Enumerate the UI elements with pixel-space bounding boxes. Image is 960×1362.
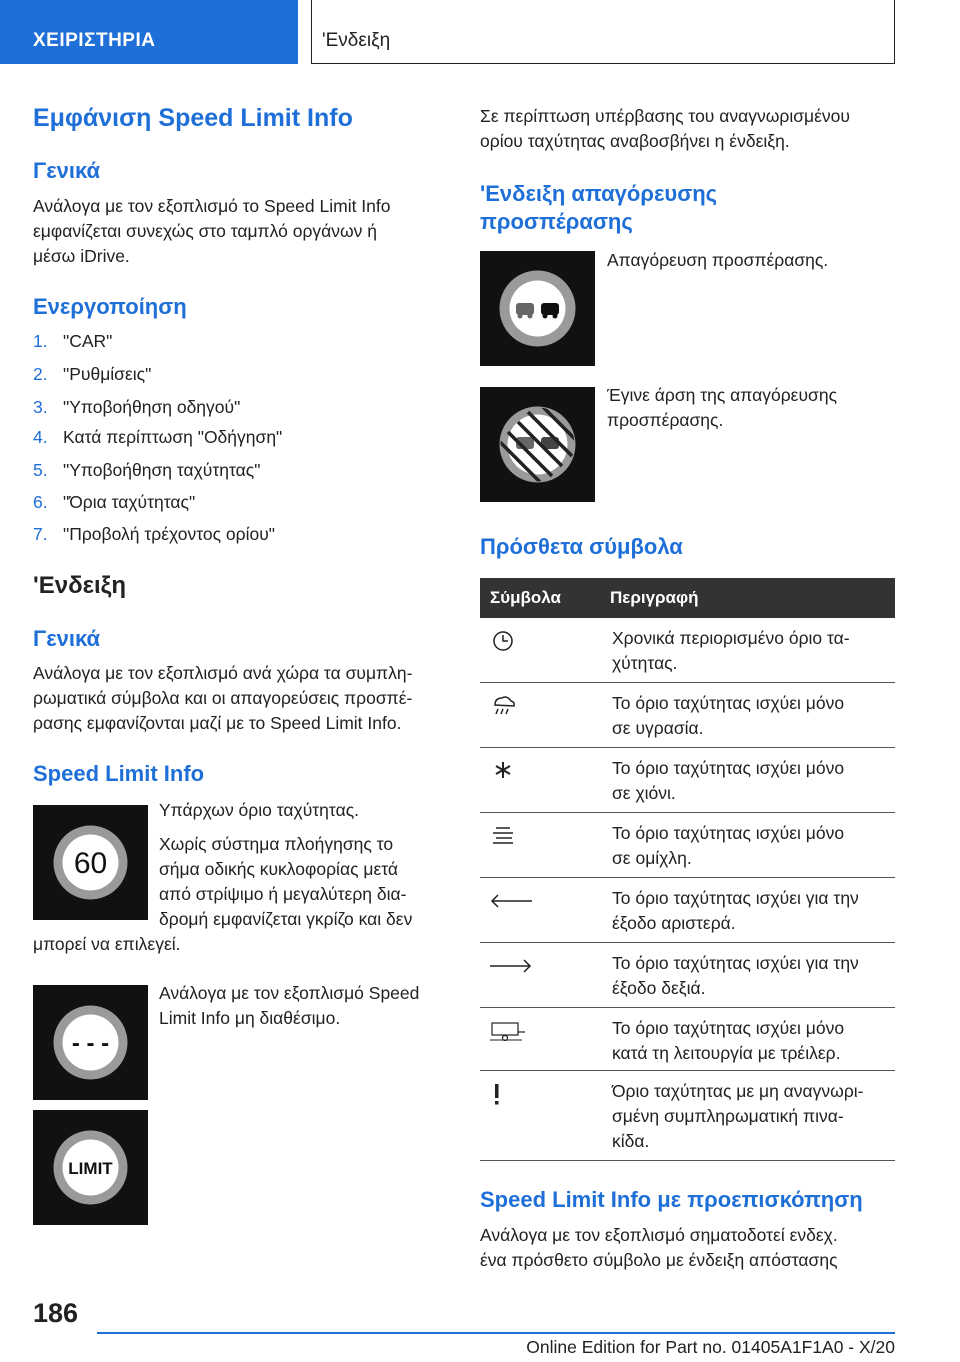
preview-heading: Speed Limit Info με προεπισκόπηση <box>480 1187 863 1212</box>
row-description <box>612 691 892 741</box>
text-line: ρωματικά σύμβολα και οι απαγορεύσεις προσπέ- <box>33 688 413 708</box>
limit-sign-image <box>33 1110 148 1225</box>
column-header-symbols: Σύμβολα <box>490 588 561 607</box>
text-line: Limit Info μη διαθέσιμο. <box>159 1008 341 1028</box>
text-line: Το όριο ταχύτητας ισχύει μόνο <box>612 758 845 778</box>
text-line: Ανάλογα με τον εξοπλισμό σηματοδοτεί ενδεχ. <box>480 1225 838 1245</box>
text-line: Σε περίπτωση υπέρβασης του αναγνωρισμένου <box>480 106 850 126</box>
step-number: 2. <box>33 364 48 384</box>
step-number: 3. <box>33 397 48 417</box>
list-item <box>33 329 112 354</box>
step-number: 4. <box>33 427 48 447</box>
end-no-passing-sign-image <box>480 387 595 502</box>
text-line: ένα πρόσθετο σύμβολο με ένδειξη απόστασης <box>480 1250 838 1270</box>
text-line: Χρονικά περιορισμένο όριο τα- <box>612 628 850 648</box>
table-row <box>480 943 895 1008</box>
step-text: "Όρια ταχύτητας" <box>63 492 196 512</box>
table-row <box>480 683 895 748</box>
text-line: Το όριο ταχύτητας ισχύει μόνο <box>612 823 845 843</box>
text-line: Ανάλογα με τον εξοπλισμό ανά χώρα τα συμπλη- <box>33 663 413 683</box>
row-description <box>612 1079 892 1154</box>
list-item <box>33 425 282 450</box>
text-line: σήμα οδικής κυκλοφορίας μετά <box>159 859 399 879</box>
text-line: χύτητας. <box>612 653 678 673</box>
table-row <box>480 1008 895 1071</box>
text-line: έξοδο δεξιά. <box>612 978 706 998</box>
step-number: 7. <box>33 524 48 544</box>
table-row <box>480 1071 895 1161</box>
general-paragraph-2 <box>33 661 412 736</box>
table-row <box>480 813 895 878</box>
step-number: 1. <box>33 331 48 351</box>
trailer-icon <box>488 1018 528 1044</box>
step-text: "Προβολή τρέχοντος ορίου" <box>63 524 275 544</box>
text-line: Έγινε άρση της απαγόρευσης <box>607 385 838 405</box>
text-line: Ανάλογα με τον εξοπλισμό Speed <box>159 983 420 1003</box>
no-passing-text: Απαγόρευση προσπέρασης. <box>607 250 829 270</box>
table-row <box>480 748 895 813</box>
text-line: μέσω iDrive. <box>33 246 130 266</box>
end-no-passing-paragraph <box>607 383 837 433</box>
step-text: "Ρυθμίσεις" <box>63 364 152 384</box>
text-line: δρομή εμφανίζεται γκρίζο και δεν <box>159 909 413 929</box>
text-line: Χωρίς σύστημα πλοήγησης το <box>159 834 394 854</box>
header-chapter-label: 'Ενδειξη <box>322 30 391 51</box>
text-line: σε ομίχλη. <box>612 848 692 868</box>
step-text: "CAR" <box>63 331 113 351</box>
list-item <box>33 458 260 483</box>
list-item <box>33 395 240 420</box>
text-line: ρασης εμφανίζονται μαζί με το Speed Limit Info. <box>33 713 402 733</box>
row-description <box>612 756 892 806</box>
speed-limit-info-heading: Speed Limit Info <box>33 761 205 786</box>
text-line: έξοδο αριστερά. <box>612 913 736 933</box>
header-chapter-box <box>311 0 895 64</box>
text-line: Το όριο ταχύτητας ισχύει για την <box>612 953 859 973</box>
symbols-table-header <box>480 578 895 618</box>
table-row <box>480 618 895 683</box>
general-heading-2: Γενικά <box>33 626 101 651</box>
sli-grey-sign-paragraph <box>159 832 412 932</box>
row-description <box>612 821 892 871</box>
footer-edition: Online Edition for Part no. 01405A1F1A0 - X/20 <box>526 1337 895 1357</box>
text-line: σε υγρασία. <box>612 718 704 738</box>
display-heading: 'Ενδειξη <box>33 572 127 599</box>
row-description <box>612 886 892 936</box>
row-description <box>612 1016 892 1066</box>
text-line: σμένη συμπληρωματική πινα- <box>612 1106 844 1126</box>
row-description <box>612 951 892 1001</box>
text-line: προσπέρασης. <box>607 410 724 430</box>
table-row <box>480 878 895 943</box>
text-line: Το όριο ταχύτητας ισχύει μόνο <box>612 693 845 713</box>
text-line: κατά τη λειτουργία με τρέιλερ. <box>612 1043 841 1063</box>
step-text: "Υποβοήθηση ταχύτητας" <box>63 460 261 480</box>
text-line: Το όριο ταχύτητας ισχύει για την <box>612 888 859 908</box>
list-item <box>33 490 195 515</box>
row-description <box>612 626 892 676</box>
heading-line: 'Ενδειξη απαγόρευσης <box>480 181 718 206</box>
step-number: 5. <box>33 460 48 480</box>
speed-limit-60-sign-image <box>33 805 148 920</box>
text-line: Ανάλογα με τον εξοπλισμό το Speed Limit Info <box>33 196 391 216</box>
header-section-tab <box>0 0 298 64</box>
list-item <box>33 362 151 387</box>
step-number: 6. <box>33 492 48 512</box>
step-text: "Υποβοήθηση οδηγού" <box>63 397 241 417</box>
clock-icon <box>488 628 518 654</box>
text-line: σε χιόνι. <box>612 783 676 803</box>
general-heading: Γενικά <box>33 158 101 183</box>
speed-limit-unavailable-sign-image <box>33 985 148 1100</box>
footer-divider <box>97 1332 895 1334</box>
exclamation-icon <box>488 1081 518 1107</box>
activation-heading: Ενεργοποίηση <box>33 294 187 319</box>
unavailable-paragraph <box>159 981 419 1031</box>
text-line: εμφανίζεται συνεχώς στο ταμπλό οργάνων ή <box>33 221 378 241</box>
header-section-label: ΧΕΙΡΙΣΤΗΡΙΑ <box>33 30 156 51</box>
sli-existing-limit-text: Υπάρχων όριο ταχύτητας. <box>159 800 359 820</box>
fog-icon <box>488 823 518 849</box>
sli-grey-sign-last-line: μπορεί να επιλεγεί. <box>33 934 181 954</box>
column-header-description: Περιγραφή <box>610 588 699 607</box>
text-line: κίδα. <box>612 1131 650 1151</box>
sign-60-value: 60 <box>73 847 108 880</box>
preview-paragraph <box>480 1223 838 1273</box>
sign-limit-value: LIMIT <box>68 1159 113 1178</box>
rain-icon <box>488 693 518 719</box>
arrow-right-icon <box>488 953 534 979</box>
general-paragraph <box>33 194 391 269</box>
sign-dash-value: - - - <box>71 1030 110 1057</box>
page-number: 186 <box>33 1298 79 1328</box>
text-line: ορίου ταχύτητας αναβοσβήνει η ένδειξη. <box>480 131 790 151</box>
step-text: Κατά περίπτωση "Οδήγηση" <box>63 427 283 447</box>
intro-paragraph <box>480 104 850 154</box>
text-line: από στρίψιμο ή μεγαλύτερη δια- <box>159 884 407 904</box>
snowflake-icon <box>488 758 518 784</box>
arrow-left-icon <box>488 888 534 914</box>
no-passing-sign-image <box>480 251 595 366</box>
list-item <box>33 522 275 547</box>
text-line: Όριο ταχύτητας με μη αναγνωρι- <box>612 1081 864 1101</box>
no-passing-heading <box>480 180 717 236</box>
text-line: Το όριο ταχύτητας ισχύει μόνο <box>612 1018 845 1038</box>
additional-symbols-heading: Πρόσθετα σύμβολα <box>480 534 683 559</box>
page-title: Εμφάνιση Speed Limit Info <box>33 104 353 132</box>
heading-line: προσπέρασης <box>480 209 633 234</box>
